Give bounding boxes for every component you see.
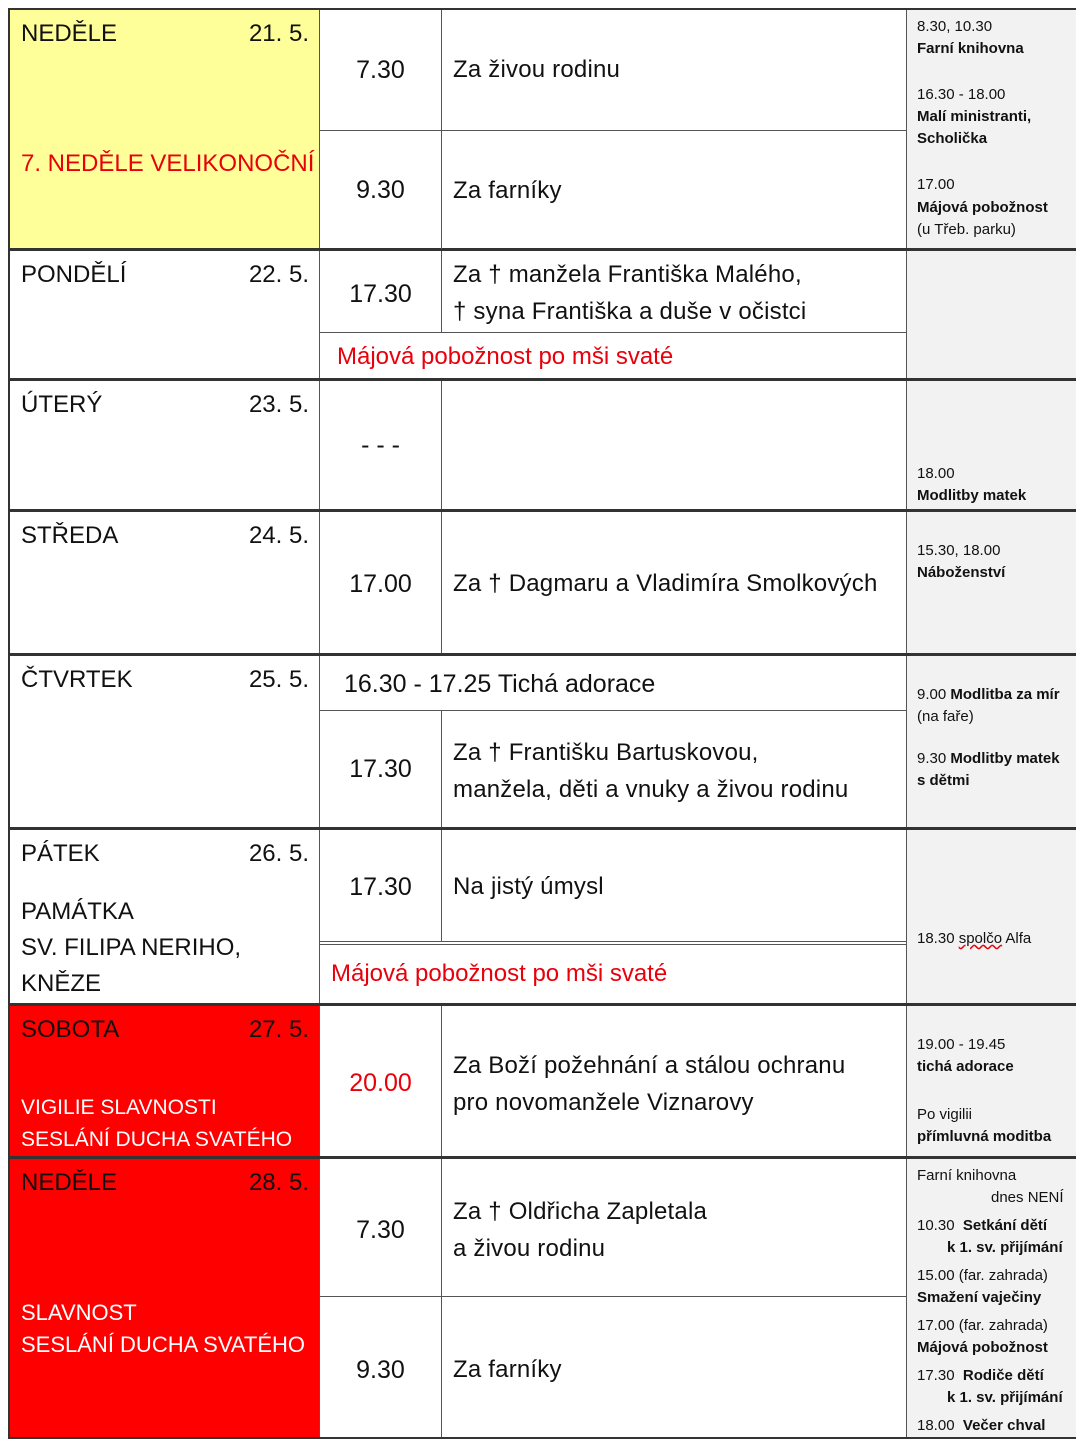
day-name: PONDĚLÍ xyxy=(21,261,127,288)
side-event: Rodiče dětí xyxy=(962,1367,1044,1384)
side-item xyxy=(917,1215,1047,1237)
side-event: Malí ministranti, xyxy=(917,108,1032,125)
mass-time: - - - xyxy=(320,381,442,509)
feast-line: SESLÁNÍ DUCHA SVATÉHO xyxy=(21,1332,306,1357)
side-event: Náboženství xyxy=(917,564,1006,581)
intention-line: Za Boží požehnání a stálou ochranu xyxy=(453,1052,846,1079)
side-note: dnes NENÍ xyxy=(991,1189,1064,1206)
day-date: 21. 5. xyxy=(248,20,309,47)
mass-intention: Za živou rodinu xyxy=(453,56,621,83)
feast-line: PAMÁTKA xyxy=(21,898,134,925)
feast-title xyxy=(21,1092,292,1156)
side-notes xyxy=(906,1006,1076,1156)
day-block-sunday-21 xyxy=(8,8,1076,250)
side-notes xyxy=(906,512,1076,653)
side-time: 18.30 xyxy=(917,930,955,947)
side-item xyxy=(917,684,1060,706)
day-date: 22. 5. xyxy=(248,261,309,288)
intention-line: † syna Františka a duše v očistci xyxy=(453,298,807,325)
day-name: ÚTERÝ xyxy=(21,391,103,418)
day-date: 27. 5. xyxy=(248,1016,309,1043)
mass-intention: Za farníky xyxy=(453,1356,562,1383)
day-date: 28. 5. xyxy=(248,1169,309,1196)
side-notes xyxy=(906,381,1076,509)
day-date: 26. 5. xyxy=(248,840,309,867)
side-event: spolčo xyxy=(958,930,1003,947)
day-block-wednesday xyxy=(8,510,1076,655)
side-note: (u Třeb. parku) xyxy=(917,221,1016,238)
side-item xyxy=(917,748,1060,770)
row-divider xyxy=(320,944,906,945)
adoration-note: 16.30 - 17.25 Tichá adorace xyxy=(344,670,656,698)
feast-line: VIGILIE SLAVNOSTI xyxy=(21,1096,217,1119)
side-event: Májová pobožnost xyxy=(917,199,1048,216)
side-event: Farní knihovna xyxy=(917,1167,1017,1184)
mass-time: 20.00 xyxy=(320,1006,442,1156)
mass-time: 17.30 xyxy=(320,251,442,332)
side-time: 17.30 xyxy=(917,1367,955,1384)
side-event: Alfa xyxy=(1005,930,1032,947)
side-time: 17.00 xyxy=(917,176,955,193)
side-time: 15.30, 18.00 xyxy=(917,542,1001,559)
day-block-thursday xyxy=(8,654,1076,829)
day-cell xyxy=(10,10,320,248)
day-cell xyxy=(10,830,320,1003)
side-event: Večer chval xyxy=(962,1417,1046,1434)
devotion-note: Májová pobožnost po mši svaté xyxy=(337,343,674,370)
side-event: Setkání dětí xyxy=(962,1217,1048,1234)
day-cell xyxy=(10,512,320,653)
day-block-saturday xyxy=(8,1004,1076,1158)
day-date: 24. 5. xyxy=(248,522,309,549)
day-cell xyxy=(10,381,320,509)
mass-intention: Za farníky xyxy=(453,177,562,204)
mass-time: 17.30 xyxy=(320,830,442,942)
mass-intention xyxy=(443,734,906,808)
side-item xyxy=(917,1415,1045,1437)
side-event: Modlitby matek xyxy=(950,750,1060,767)
side-notes xyxy=(906,656,1076,827)
feast-line: SLAVNOST xyxy=(21,1300,137,1325)
side-time: 9.00 xyxy=(917,686,947,703)
side-note: (na faře) xyxy=(917,708,974,725)
feast-line: SV. FILIPA NERIHO, xyxy=(21,934,242,961)
side-event: Modlitby matek xyxy=(917,487,1027,504)
intention-line: manžela, děti a vnuky a živou rodinu xyxy=(453,776,849,803)
mass-intention xyxy=(443,256,906,330)
side-time: 18.00 xyxy=(917,465,955,482)
row-divider xyxy=(320,332,906,333)
side-event: Smažení vaječiny xyxy=(917,1289,1042,1306)
side-time: Po vigilii xyxy=(917,1106,973,1123)
day-block-tuesday xyxy=(8,379,1076,511)
side-time: 17.00 (far. zahrada) xyxy=(917,1317,1048,1334)
side-time: 19.00 - 19.45 xyxy=(917,1036,1006,1053)
day-cell xyxy=(10,1006,320,1156)
mass-time: 7.30 xyxy=(320,1159,442,1296)
day-name: ČTVRTEK xyxy=(21,666,133,693)
mass-time: 17.00 xyxy=(320,512,442,653)
side-event: Modlitba za mír xyxy=(950,686,1060,703)
side-time: 9.30 xyxy=(917,750,947,767)
mass-time: 17.30 xyxy=(320,711,442,827)
side-notes xyxy=(906,1159,1076,1437)
side-event: s dětmi xyxy=(917,772,970,789)
side-notes xyxy=(906,10,1076,248)
mass-intention xyxy=(443,1193,906,1267)
side-event: přímluvná moditba xyxy=(917,1128,1052,1145)
day-cell xyxy=(10,1159,320,1437)
side-event: k 1. sv. přijímání xyxy=(947,1389,1063,1406)
feast-line: KNĚZE xyxy=(21,970,102,997)
feast-title: 7. NEDĚLE VELIKONOČNÍ xyxy=(21,150,315,177)
day-date: 25. 5. xyxy=(248,666,309,693)
row-divider xyxy=(320,941,906,942)
side-time: 10.30 xyxy=(917,1217,955,1234)
intention-line: a živou rodinu xyxy=(453,1235,606,1262)
mass-intention xyxy=(443,1047,906,1121)
intention-line: Za † Oldřicha Zapletala xyxy=(453,1198,708,1225)
feast-title xyxy=(21,1297,305,1361)
feast-title xyxy=(21,894,241,1002)
side-event: Májová pobožnost xyxy=(917,1339,1048,1356)
side-notes xyxy=(906,830,1076,1003)
intention-line: Za † Františku Bartuskovou, xyxy=(453,739,759,766)
day-cell xyxy=(10,656,320,827)
side-time: 8.30, 10.30 xyxy=(917,18,993,35)
mass-time: 7.30 xyxy=(320,10,442,130)
side-time: 15.00 (far. zahrada) xyxy=(917,1267,1048,1284)
side-time: 16.30 - 18.00 xyxy=(917,86,1006,103)
mass-intention: Za † Dagmaru a Vladimíra Smolkových xyxy=(453,570,878,597)
side-event: Scholička xyxy=(917,130,988,147)
mass-time: 9.30 xyxy=(320,131,442,250)
side-time: 18.00 xyxy=(917,1417,955,1434)
side-event: tichá adorace xyxy=(917,1058,1014,1075)
day-block-sunday-28 xyxy=(8,1157,1076,1439)
day-name: NEDĚLE xyxy=(21,1169,118,1196)
side-item xyxy=(917,1365,1044,1387)
day-block-monday xyxy=(8,249,1076,380)
intention-line: pro novomanžele Viznarovy xyxy=(453,1089,754,1116)
day-name: NEDĚLE xyxy=(21,20,118,47)
mass-intention: Na jistý úmysl xyxy=(453,873,604,900)
day-block-friday xyxy=(8,828,1076,1005)
day-cell xyxy=(10,251,320,378)
intention-line: Za † manžela Františka Malého, xyxy=(453,261,802,288)
side-event: Farní knihovna xyxy=(917,40,1024,57)
day-name: PÁTEK xyxy=(21,840,100,867)
mass-time: 9.30 xyxy=(320,1297,442,1437)
side-item xyxy=(917,928,1031,950)
side-event: k 1. sv. přijímání xyxy=(947,1239,1063,1256)
day-date: 23. 5. xyxy=(248,391,309,418)
devotion-note: Májová pobožnost po mši svaté xyxy=(331,960,668,987)
day-name: SOBOTA xyxy=(21,1016,120,1043)
feast-line: SESLÁNÍ DUCHA SVATÉHO xyxy=(21,1128,293,1151)
side-notes xyxy=(906,251,1076,378)
day-name: STŘEDA xyxy=(21,522,119,549)
